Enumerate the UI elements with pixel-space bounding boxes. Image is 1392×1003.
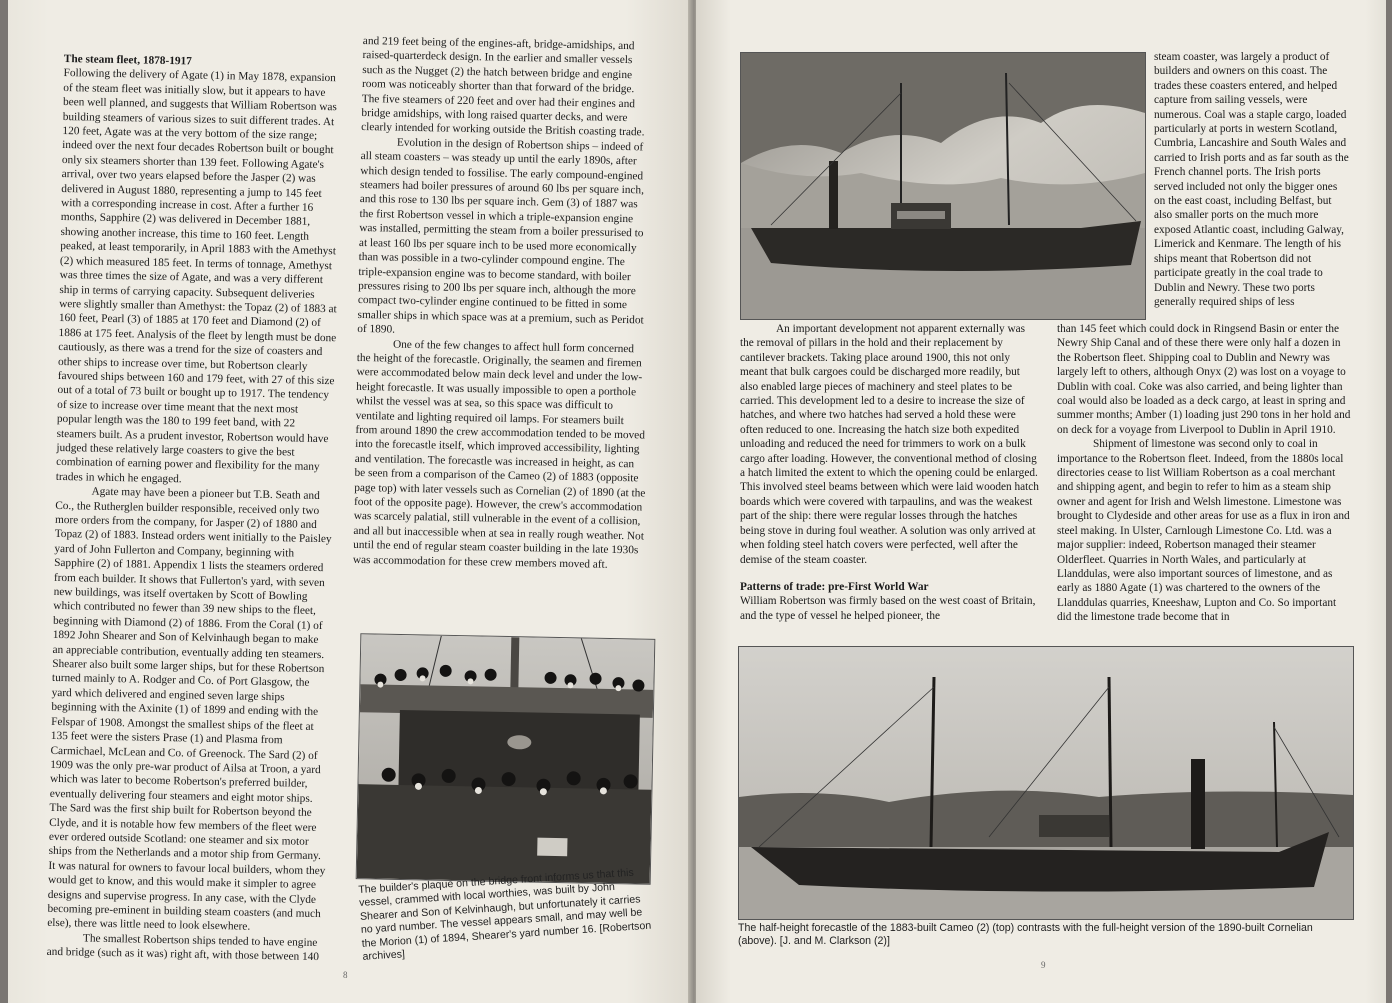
crew-photo-image [357,634,655,884]
right-page [696,0,1386,1003]
paragraph: steam coaster, was largely a product of builders and owners on this coast. The trades these coasters entered, and helped capture from sailing vessels, were numerous. Coal was a staple cargo, loaded particularly at ports in western Scotland, Cumbria, Lancashire and South Wales and carried to Irish ports and as far south as the French channel ports. The Irish ports served included not only the bigger ones on the east coast, including Belfast, but also smaller ports on the much more exposed Atlantic coast, including Galway, Limerick and Kenmare. The length of his ships meant that Robertson did not participate greatly in the coal trade to Dublin and Newry. These two ports generally required ships of less [1154,51,1349,308]
cameo-photo [740,52,1146,320]
cameo-photo-image [741,53,1145,319]
cornelian-photo-image [739,647,1353,919]
paragraph: Following the delivery of Agate (1) in May 1878, expansion of the steam fleet was initially slow, but it appears to have been well planned, and suggests that William Robertson was building steamers of various sizes to suit different trades. At 120 feet, Agate was at the very bottom of the size range; indeed over the next four decades Robertson built or bought only six steamers shorter than 139 feet. Following Agate's arrival, over two years elapsed before the Jasper (2) was delivered in August 1880, representing a jump to 145 feet with a corresponding increase in cost. After a further 16 months, Sapphire (2) was delivered in December 1881, showing another increase, this time to 160 feet. Length peaked, at least temporarily, in April 1883 with the Amethyst (2) which measured 185 feet. In terms of tonnage, Amethyst was three times the size of Agate, and was a very different ship in terms of carrying capacity. Subsequent deliveries were slightly smaller than Amethyst: the Topaz (2) of 1883 at 160 feet, Pearl (3) of 1885 at 170 feet and Diamond (2) of 1886 at 175 feet. Analysis of the fleet by length must be done cautiously, as there was a trend for the size of coasters and other ships to increase over time, but Robertson clearly favoured ships between 160 and 179 feet, with 27 of this size out of a total of 73 built or bought up to 1917. The tendency of size to increase over time meant that the next most popular length was the 180 to 199 feet band, with 22 steamers built. As a prudent investor, Robertson would have judged these relatively large coasters to give the best combination of earning power and flexibility for the many trades in which he engaged. [55,67,337,486]
paragraph: An important development not apparent externally was the removal of pillars in the hold and their replacement by cantilever brackets. Taking place around 1900, this not only meant that bulk cargoes could be discharged more readily, but also enabled large pieces of machinery and steel plates to be carried. This development led to a desire to increase the size of hatches, and where two hatches had served a hold these were often reduced to one. Increasing the hatch size both expedited unloading and reduced the need for trimmers to work on a bulk cargo after loading. However, the conventional method of closing a hatch limited the extent to which the opening could be enlarged. This involved steel beams between which were laid wooden hatch boards which were covered with tarpaulins, and was the weakest part of the ship: there were regular losses through the hatches being stove in during foul weather. A solution was only arrived at when folding steel hatch covers were perfected, well after the demise of the steam coaster. [740,323,1039,566]
paragraph: One of the few changes to affect hull form concerned the height of the forecastle. Originally, the seamen and firemen were accommodated below main deck level and under the low-height forecastle. It was usually impossible to open a porthole whilst the vessel was at sea, so this space was difficult to ventilate and lighting required oil lamps. For steamers built from around 1890 the crew accommodation tended to be moved into the forecastle itself, which improved accessibility, lighting and ventilation. The forecastle was increased in height, as can be seen from a comparison of the Cameo (2) of 1883 (opposite page top) with later vessels such as Cornelian (2) of 1890 (at the foot of the opposite page). However, the crew's accommodation was scarcely palatial, still vulnerable in the event of a collision, and all but inaccessible when at sea in really rough weather. Not until the end of regular steam coaster building in the late 1930s was accommodation for these crew members moved aft. [352,338,646,571]
paragraph: The smallest Robertson ships tended to have engine and bridge (such as it was) right aft, with those between 140 [46,932,320,964]
paragraph: Evolution in the design of Robertson ships – indeed of all steam coasters – was steady up until the early 1890s, after which design tended to fossilise. The early compound-engined steamers had boiler pressures of around 60 lbs per square inch, and this rose to 130 lbs per square inch. Gem (3) of 1887 was the first Robertson vessel in which a triple-expansion engine was installed, permitting the steam from a boiler pressurised to at least 160 lbs per square inch to be used more economically than was possible in a two-cylinder compound engine. The triple-expansion engine was to become standard, with boiler pressures rising to 200 lbs per square inch, although the more compact two-cylinder engine continued to be fitted in some smaller ships in which space was at a premium, such as Peridot of 1890. [357,136,645,336]
left-column-1 [47,52,342,965]
paragraph: and 219 feet being of the engines-aft, bridge-amidships, and raised-quarterdeck design. In the earlier and smaller vessels such as the Nugget (2) the hatch between bridge and engine room was noticeably shorter than that forward of the bridge. The five steamers of 220 feet and over had their engines and bridge amidships, with long raised quarter decks, and were clearly intended for working outside the British coasting trade. [361,34,645,139]
paragraph: William Robertson was firmly based on the west coast of Britain, and the type of vessel he helped pioneer, the [740,595,1036,622]
right-column-1 [740,322,1040,623]
crew-photo-caption: The builder's plaque on the bridge front informs us that this vessel, crammed with local worthies, was built by John Shearer and Son of Kelvinhaugh, but unfortunately it carries no yard number. The vessel appears small, and may well be the Morion (1) of 1894, Shearer's yard number 16. [Robertson archives] [358,866,652,963]
right-column-2-upper [1154,50,1350,309]
left-page [8,0,694,1003]
crew-photo [356,633,656,885]
page-number: 8 [343,970,348,980]
cornelian-photo-caption: The half-height forecastle of the 1883-built Cameo (2) (top) contrasts with the full-height version of the 1890-built Cornelian (above). [J. and M. Clarkson (2)] [738,922,1313,948]
page-number: 9 [1041,960,1046,970]
cornelian-photo [738,646,1354,920]
section-heading: Patterns of trade: pre-First World War [740,580,929,593]
paragraph: Shipment of limestone was second only to coal in importance to the Robertson fleet. Indeed, from the 1880s local directories cease to list William Robertson as a coal merchant and shipping agent, and begin to refer to him as a steam ship owner and agent for Irish and Welsh limestone. Limestone was brought to Clydeside and other areas for use as a flux in iron and steel making. In Ulster, Carnlough Limestone Co. Ltd. was a major supplier: indeed, Robertson managed their steamer Olderfleet. Quarries in North Wales, and particularly at Llanddulas, were also important sources of limestone, and as early as 1880 Agate (1) was chartered to the owners of the Llanddulas quarries, Kneeshaw, Lupton and Co. So important did the limestone trade become that in [1057,438,1350,624]
section-heading: The steam fleet, 1878-1917 [63,52,192,68]
paragraph: than 145 feet which could dock in Ringsend Basin or enter the Newry Ship Canal and of these there were only half a dozen in the Robertson fleet. Shipping coal to Dublin and Newry was largely left to others, although Onyx (2) was lost on a voyage to Dublin with coal. Coke was also carried, and being lighter than coal would also be loaded as a deck cargo, at least in spring and summer months; Amber (1) loading just 290 tons in her hold and on deck for a voyage from Liverpool to Dublin in April 1910. [1057,323,1351,436]
paragraph: Agate may have been a pioneer but T.B. Seath and Co., the Rutherglen builder responsible, received only two more orders from the company, for Jasper (2) of 1880 and Topaz (2) of 1883. Instead orders went initially to the Paisley yard of John Fullerton and Company, beginning with Sapphire (2) of 1881. Appendix 1 lists the steamers ordered from each builder. It shows that Fullerton's yard, with seven new buildings, was itself overtaken by Scott of Bowling which contributed no fewer than 39 new ships to the fleet, beginning with Diamond (2) of 1886. From the Coral (1) of 1892 John Shearer and Son of Kelvinhaugh began to make an appreciable contribution, eventually adding ten steamers. Shearer also built some larger ships, but for these Robertson turned mainly to A. Rodger and Co. of Port Glasgow, the yard which delivered and engined seven large ships beginning with the Axinite (1) of 1899 and ending with the Felspar of 1908. Amongst the smallest ships of the fleet at 135 feet were the sisters Prase (1) and Plasma from Carmichael, McLean and Co. of Greenock. The Sard (2) of 1909 was the only pre-war product of Ailsa at Troon, a yard which was later to become Robertson's preferred builder, eventually delivering four steamers and eight motor ships. The Sard was the first ship built for Robertson beyond the Clyde, and it is notable how few members of the fleet were ever ordered outside Scotland: one steamer and six motor ships from the Netherlands and a motor ship from Germany. It was natural for owners to favour local builders, whom they would get to know, and this would make it simpler to agree designs and supervise progress. In any case, with the Clyde becoming pre-eminent in building steam coasters (and much else), there was little need to look elsewhere. [47,485,332,934]
left-column-2 [353,34,655,573]
right-column-2-lower [1057,322,1351,625]
